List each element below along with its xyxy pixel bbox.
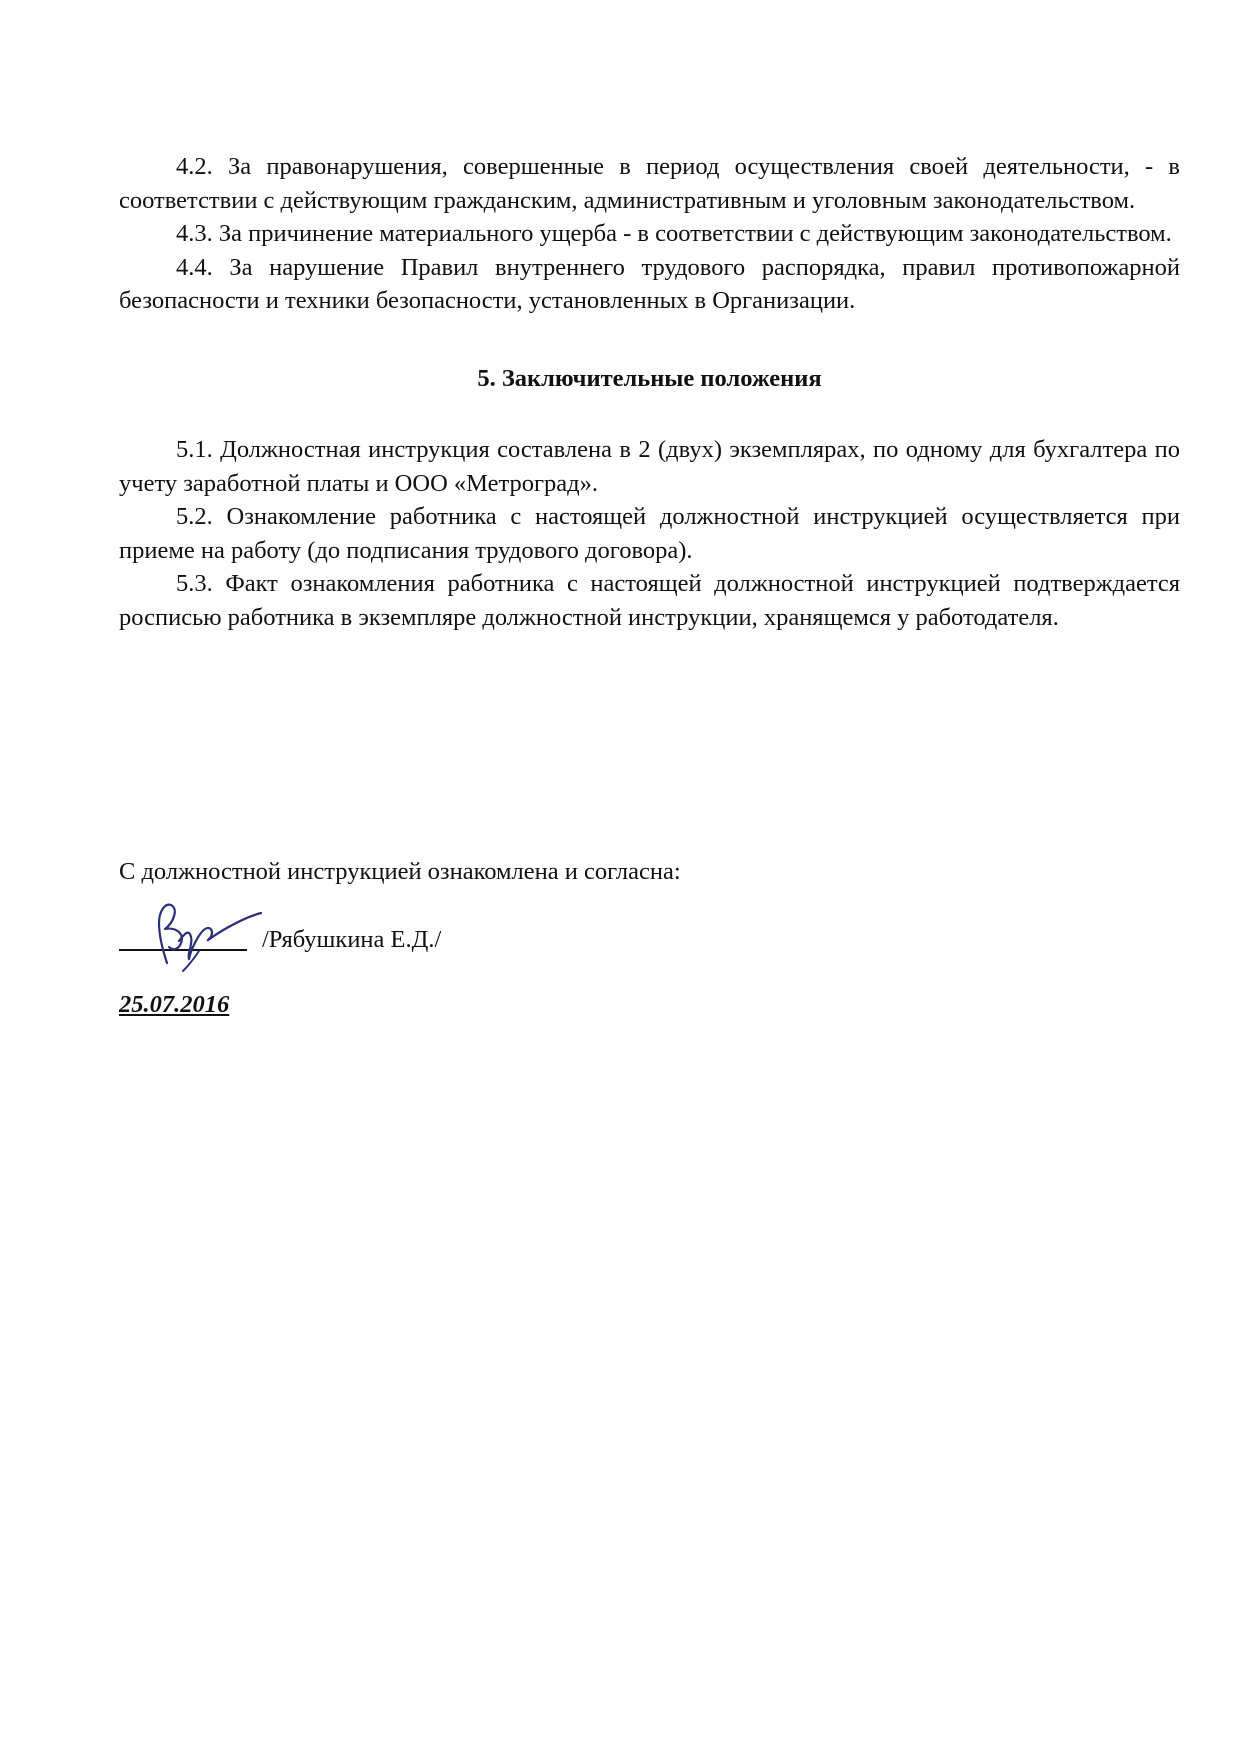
signer-name: /Рябушкина Е.Д./ [262,926,442,953]
signature-block [119,919,619,979]
acknowledgement-text: С должностной инструкцией ознакомлена и согласна: [119,858,681,885]
section-5-heading: 5. Заключительные положения [477,364,822,392]
document-body [119,150,1180,634]
clause-4-4: 4.4. За нарушение Правил внутреннего трудового распорядка, правил противопожарной безопасности и техники безопасности, установленных в Организации. [119,253,1180,314]
section-gap [119,395,1180,433]
clause-5-2: 5.2. Ознакомление работника с настоящей должностной инструкцией осуществляется при приеме на работу (до подписания трудового договора). [119,503,1180,564]
signature-date: 25.07.2016 [119,991,230,1018]
handwritten-signature [129,893,279,973]
clause-4-3: 4.3. За причинение материального ущерба - в соответствии с действующим законодательством. [176,220,1172,247]
clause-5-3: 5.3. Факт ознакомления работника с настоящей должностной инструкцией подтверждается росписью работника в экземпляре должностной инструкции, хранящемся у работодателя. [119,570,1180,631]
clause-5-1: 5.1. Должностная инструкция составлена в 2 (двух) экземплярах, по одному для бухгалтера по учету заработной платы и ООО «Метроград». [119,436,1180,497]
clause-4-2: 4.2. За правонарушения, совершенные в период осуществления своей деятельности, - в соответствии с действующим гражданским, административным и уголовным законодательством. [119,153,1180,214]
